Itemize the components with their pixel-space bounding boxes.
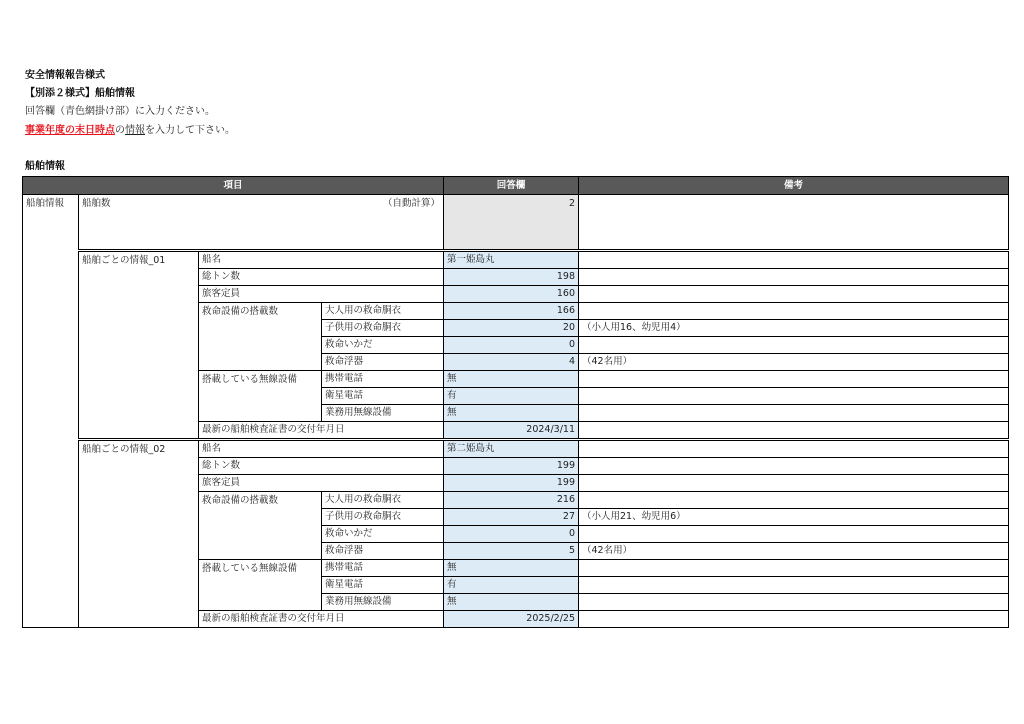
note-cell[interactable] [579, 371, 1009, 388]
item-label-child-vest: 子供用の救命胴衣 [322, 320, 444, 337]
item-label-business-radio: 業務用無線設備 [322, 405, 444, 422]
item-label-adult-vest: 大人用の救命胴衣 [322, 303, 444, 320]
note-cell[interactable] [579, 405, 1009, 422]
form-title: 安全情報報告様式 [25, 70, 105, 81]
note-cell[interactable] [579, 560, 1009, 577]
note-cell[interactable]: （42名用） [579, 543, 1009, 560]
answer-business-radio[interactable]: 無 [444, 594, 579, 611]
ship-section-label: 船舶ごとの情報_01 [79, 251, 199, 440]
answer-name[interactable]: 第一姫島丸 [444, 251, 579, 269]
answer-raft[interactable]: 0 [444, 337, 579, 354]
group-label-lifesaving: 救命設備の搭載数 [199, 492, 322, 560]
section-title: 船舶情報 [25, 161, 65, 172]
instruction-line-2 [25, 124, 235, 137]
instruction-particle: の [115, 125, 125, 136]
answer-tonnage[interactable]: 198 [444, 269, 579, 286]
ship-section-label: 船舶ごとの情報_02 [79, 440, 199, 628]
instruction-emphasis: 事業年度の末日時点 [25, 125, 115, 136]
note-cell[interactable]: （42名用） [579, 354, 1009, 371]
note-cell[interactable] [579, 475, 1009, 492]
group-label-radio: 搭載している無線設備 [199, 560, 322, 611]
note-cell[interactable] [579, 458, 1009, 475]
ship-count-label: 船舶数 [82, 198, 111, 209]
instruction-line-1: 回答欄（青色網掛け部）に入力ください。 [25, 106, 215, 117]
item-label-business-radio: 業務用無線設備 [322, 594, 444, 611]
auto-calc-label: （自動計算） [383, 198, 441, 209]
note-cell[interactable] [579, 577, 1009, 594]
note-cell[interactable] [579, 303, 1009, 320]
answer-satellite[interactable]: 有 [444, 577, 579, 594]
answer-business-radio[interactable]: 無 [444, 405, 579, 422]
form-subtitle: 【別添２様式】船舶情報 [25, 88, 135, 99]
note-cell[interactable] [579, 269, 1009, 286]
item-label-mobile: 携帯電話 [322, 371, 444, 388]
item-label-tonnage: 総トン数 [199, 458, 444, 475]
answer-capacity[interactable]: 199 [444, 475, 579, 492]
table-row [23, 251, 1009, 269]
item-label-tonnage: 総トン数 [199, 269, 444, 286]
answer-name[interactable]: 第二姫島丸 [444, 440, 579, 458]
item-label-buoy: 救命浮器 [322, 354, 444, 371]
note-cell[interactable] [579, 286, 1009, 303]
item-label-name: 船名 [199, 251, 444, 269]
note-cell[interactable] [579, 526, 1009, 543]
group-label-radio: 搭載している無線設備 [199, 371, 322, 422]
note-cell[interactable] [579, 337, 1009, 354]
ship-count-value: 2 [444, 195, 579, 251]
answer-child-vest[interactable]: 20 [444, 320, 579, 337]
item-label-adult-vest: 大人用の救命胴衣 [322, 492, 444, 509]
note-cell[interactable] [579, 422, 1009, 440]
note-cell[interactable]: （小人用21、幼児用6） [579, 509, 1009, 526]
note-cell[interactable] [579, 594, 1009, 611]
item-label-inspection-date: 最新の船舶検査証書の交付年月日 [199, 611, 444, 628]
note-cell[interactable] [579, 388, 1009, 405]
answer-adult-vest[interactable]: 166 [444, 303, 579, 320]
note-cell[interactable] [579, 440, 1009, 458]
table-header-row [23, 177, 1009, 195]
instruction-underlined: 情報 [125, 125, 145, 136]
answer-tonnage[interactable]: 199 [444, 458, 579, 475]
answer-mobile[interactable]: 無 [444, 560, 579, 577]
ship-count-note[interactable] [579, 195, 1009, 251]
ship-count-row [23, 195, 1009, 251]
answer-capacity[interactable]: 160 [444, 286, 579, 303]
item-label-buoy: 救命浮器 [322, 543, 444, 560]
header-item: 項目 [23, 177, 444, 195]
answer-raft[interactable]: 0 [444, 526, 579, 543]
item-label-inspection-date: 最新の船舶検査証書の交付年月日 [199, 422, 444, 440]
ship-info-table [22, 176, 1009, 628]
note-cell[interactable] [579, 251, 1009, 269]
note-cell[interactable] [579, 611, 1009, 628]
note-cell[interactable] [579, 492, 1009, 509]
item-label-capacity: 旅客定員 [199, 286, 444, 303]
answer-inspection-date[interactable]: 2024/3/11 [444, 422, 579, 440]
item-label-raft: 救命いかだ [322, 526, 444, 543]
answer-adult-vest[interactable]: 216 [444, 492, 579, 509]
answer-inspection-date[interactable]: 2025/2/25 [444, 611, 579, 628]
header-answer: 回答欄 [444, 177, 579, 195]
instruction-tail: を入力して下さい。 [145, 125, 235, 136]
group-label: 船舶情報 [23, 195, 79, 628]
answer-satellite[interactable]: 有 [444, 388, 579, 405]
item-label-capacity: 旅客定員 [199, 475, 444, 492]
answer-child-vest[interactable]: 27 [444, 509, 579, 526]
note-cell[interactable]: （小人用16、幼児用4） [579, 320, 1009, 337]
answer-buoy[interactable]: 4 [444, 354, 579, 371]
group-label-lifesaving: 救命設備の搭載数 [199, 303, 322, 371]
answer-mobile[interactable]: 無 [444, 371, 579, 388]
header-note: 備考 [579, 177, 1009, 195]
item-label-mobile: 携帯電話 [322, 560, 444, 577]
item-label-name: 船名 [199, 440, 444, 458]
item-label-satellite: 衛星電話 [322, 388, 444, 405]
table-row [23, 440, 1009, 458]
item-label-child-vest: 子供用の救命胴衣 [322, 509, 444, 526]
item-label-raft: 救命いかだ [322, 337, 444, 354]
answer-buoy[interactable]: 5 [444, 543, 579, 560]
item-label-satellite: 衛星電話 [322, 577, 444, 594]
ship-count-label-cell [79, 195, 444, 251]
